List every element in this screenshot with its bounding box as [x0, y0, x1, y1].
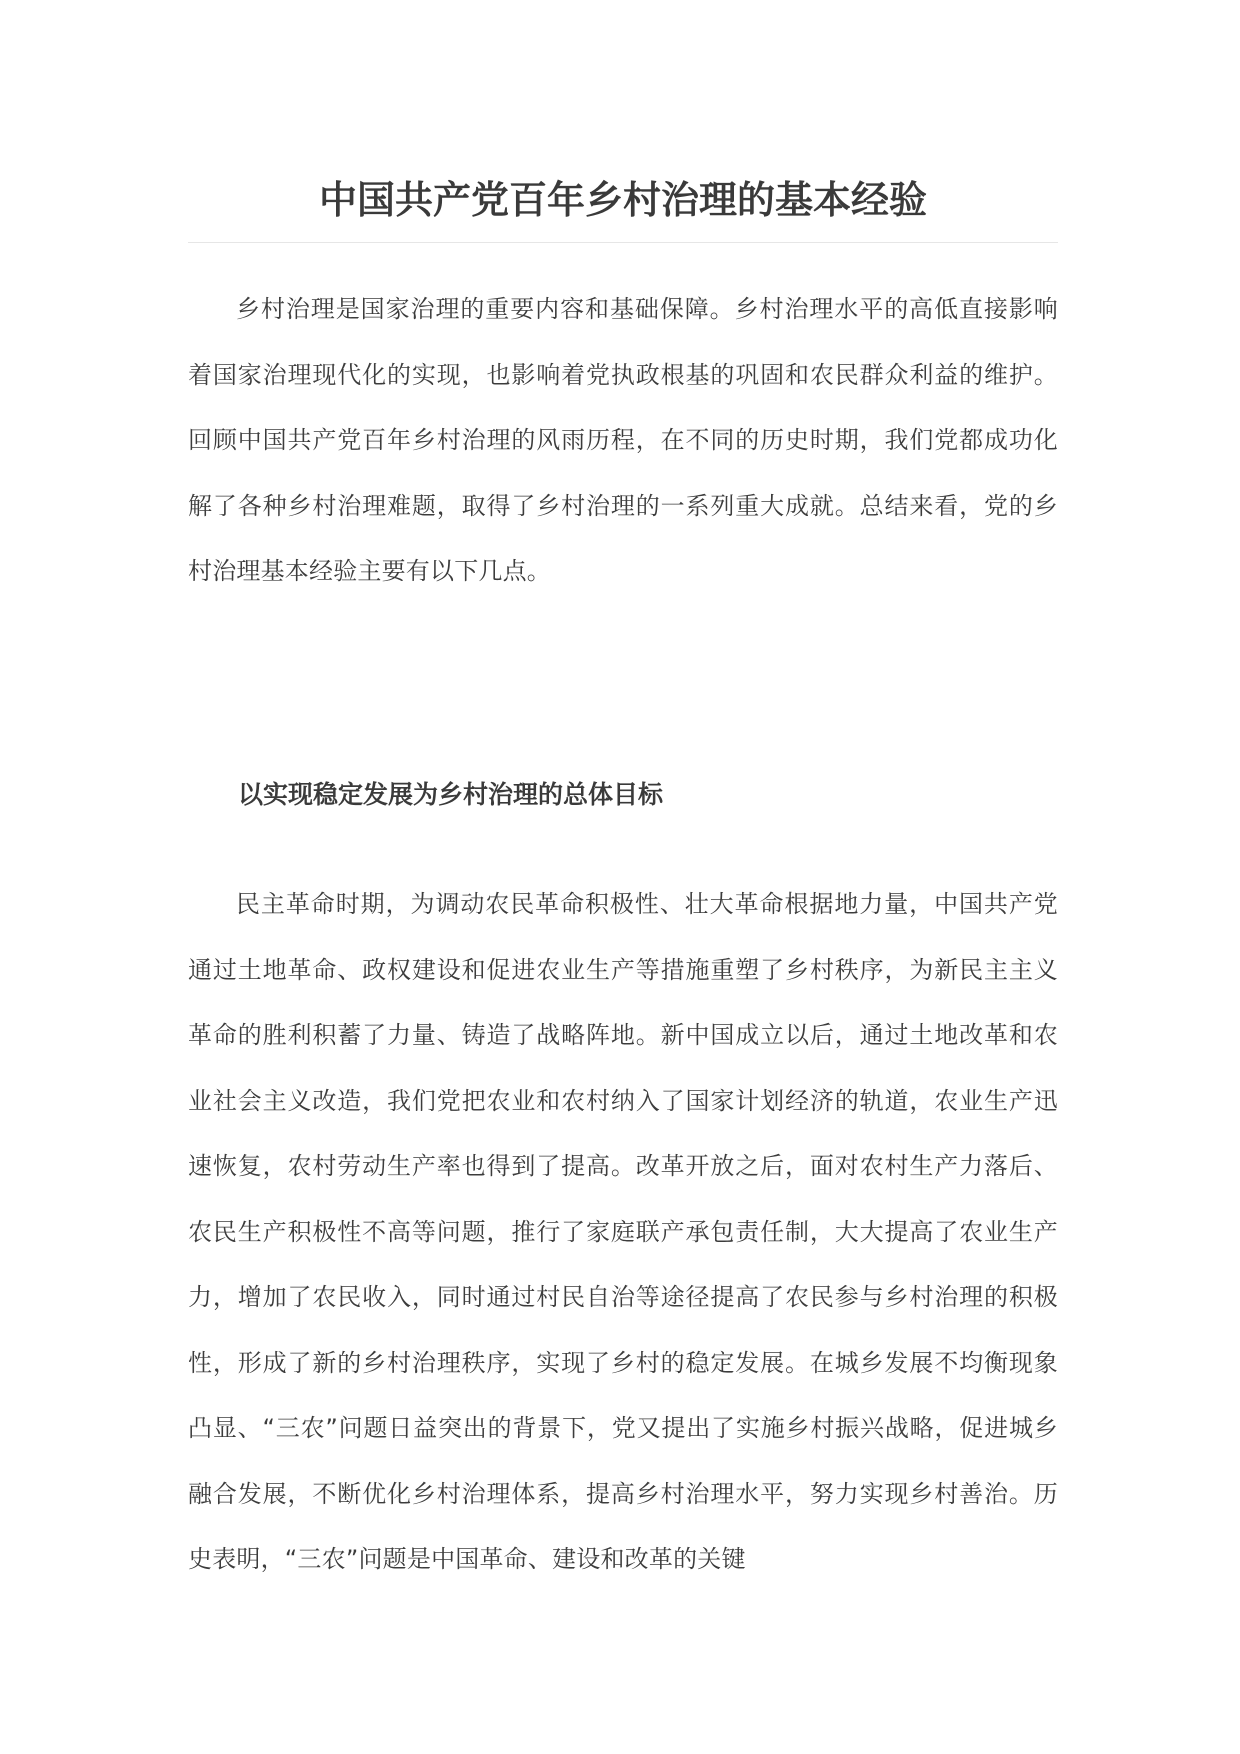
intro-paragraph: 乡村治理是国家治理的重要内容和基础保障。乡村治理水平的高低直接影响着国家治理现代化的实现，也影响着党执政根基的巩固和农民群众利益的维护。回顾中国共产党百年乡村治理的风雨历程，在不同的历史时期，我们党都成功化解了各种乡村治理难题，取得了乡村治理的一系列重大成就。总结来看，党的乡村治理基本经验主要有以下几点。	[188, 295, 1058, 585]
document-title: 中国共产党百年乡村治理的基本经验	[318, 178, 927, 222]
section-body-paragraph: 民主革命时期，为调动农民革命积极性、壮大革命根据地力量，中国共产党通过土地革命、政权建设和促进农业生产等措施重塑了乡村秩序，为新民主主义革命的胜利积蓄了力量、铸造了战略阵地。新中国成立以后，通过土地改革和农业社会主义改造，我们党把农业和农村纳入了国家计划经济的轨道，农业生产迅速恢复，农村劳动生产率也得到了提高。改革开放之后，面对农村生产力落后、农民生产积极性不高等问题，推行了家庭联产承包责任制，大大提高了农业生产力，增加了农民收入，同时通过村民自治等途径提高了农民参与乡村治理的积极性，形成了新的乡村治理秩序，实现了乡村的稳定发展。在城乡发展不均衡现象凸显、“三农”问题日益突出的背景下，党又提出了实施乡村振兴战略，促进城乡融合发展，不断优化乡村治理体系，提高乡村治理水平，努力实现乡村善治。历史表明，“三农”问题是中国革命、建设和改革的关键	[188, 890, 1058, 1573]
title-divider	[188, 242, 1058, 243]
document-page	[188, 0, 1058, 1754]
section-heading: 以实现稳定发展为乡村治理的总体目标	[238, 780, 664, 809]
